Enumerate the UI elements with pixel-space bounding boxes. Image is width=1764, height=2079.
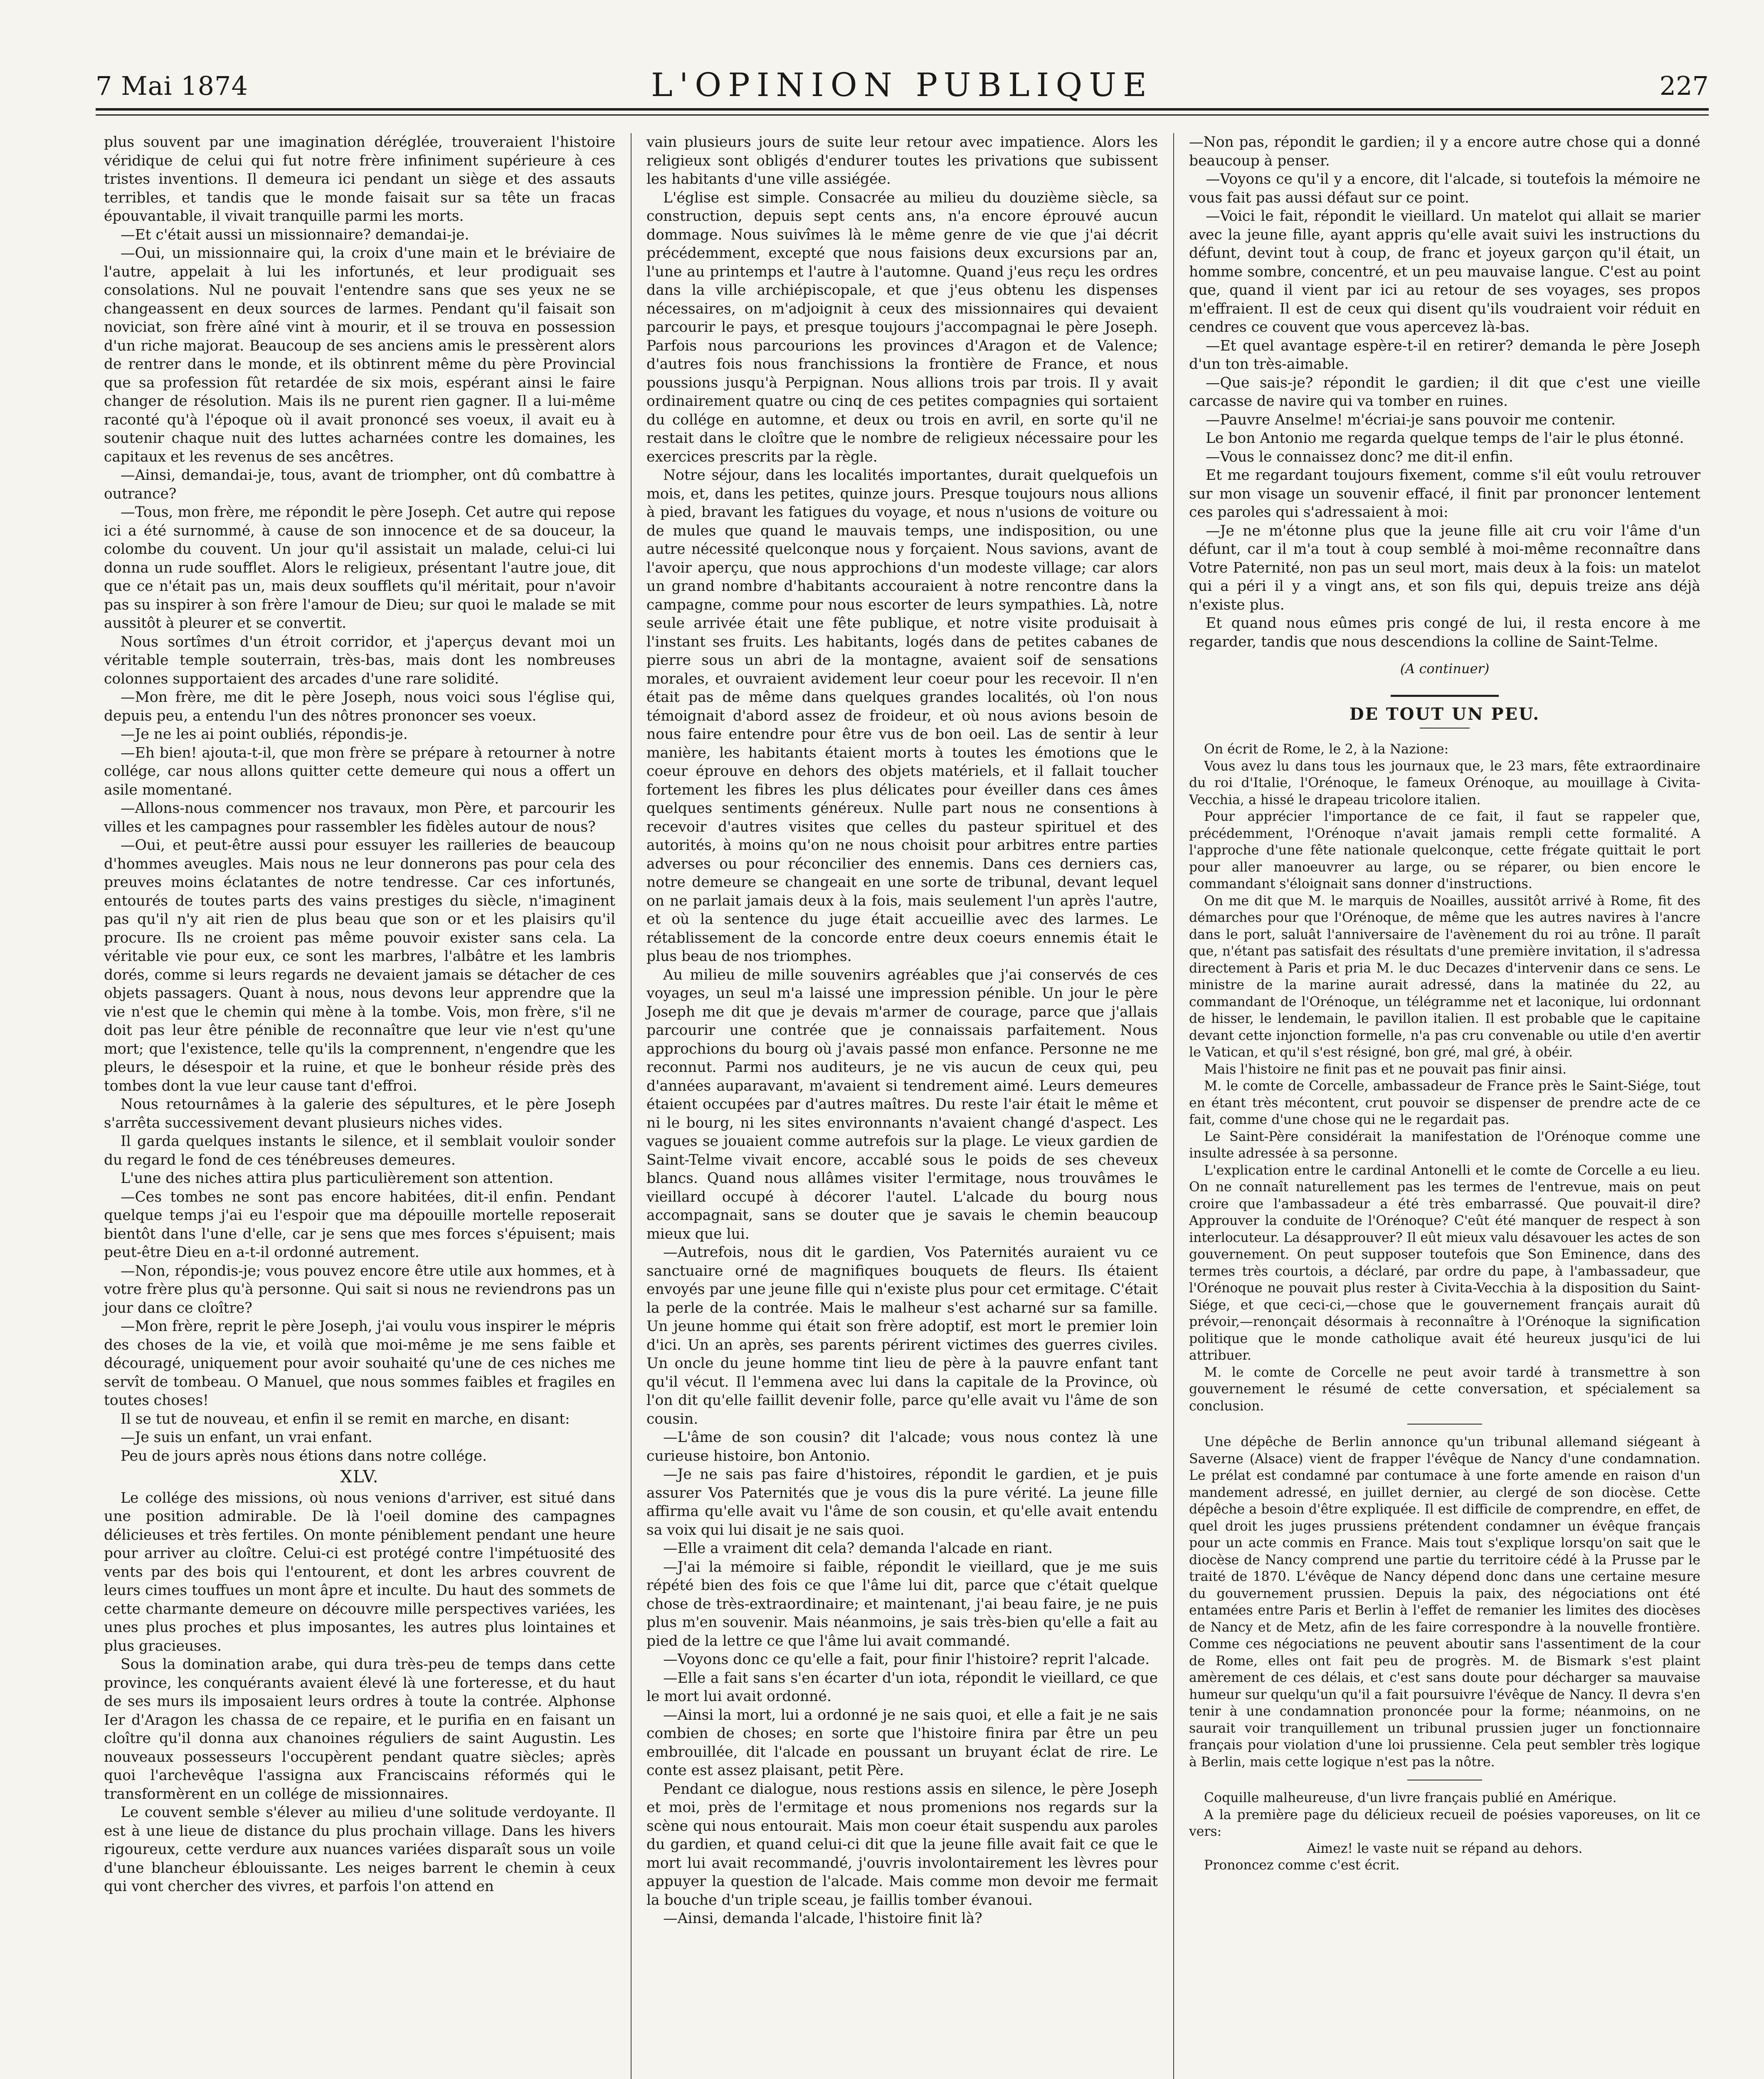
issue-date: 7 Mai 1874	[96, 71, 248, 101]
paragraph: —Je ne sais pas faire d'histoires, répondit le gardien, et je puis assurer Vos Paternités que je vous dis la pure vérité. La jeune fille affirma qu'elle avait vu l'âme de son cousin, et qu'elle avait entendu sa voix qui lui disait je ne sais quoi.	[646, 1466, 1158, 1538]
newspaper-page	[96, 62, 1709, 2079]
paragraph: —Mon frère, reprit le père Joseph, j'ai voulu vous inspirer le mépris des choses de la vie, et voilà que moi-même je me sens faible et découragé, uniquement pour avoir souhaité qu'une de ces niches me servît de tombeau. O Manuel, que nous sommes faibles et fragiles en toutes choses!	[104, 1318, 615, 1409]
paragraph: plus souvent par une imagination déréglée, trouveraient l'histoire véridique de celui qui fut notre frère infiniment supérieure à ces tristes inventions. Il demeura ici pendant un siège et des assauts terribles, et tandis que le monde faisait sur sa tête un fracas épouvantable, il vivait tranquille parmi les morts.	[104, 134, 615, 225]
paragraph: —Voici le fait, répondit le vieillard. Un matelot qui allait se marier avec la jeune fille, ayant appris qu'elle avait suivi les instructions du défunt, devint tout à coup, de franc et joyeux garçon qu'il était, un homme sombre, concentré, et un peu mauvaise langue. C'est au point que, quand il vient par ici au retour de ses voyages, ses propos m'effraient. Il est de ceux qui disent qu'ils voudraient voir réduit en cendres ce couvent que vous apercevez là-bas.	[1189, 208, 1700, 336]
paragraph: Au milieu de mille souvenirs agréables que j'ai conservés de ces voyages, un seul m'a laissé une impression pénible. Un jour le père Joseph me dit que je devais m'armer de courage, parce que j'allais parcourir une contrée que je connaissais parfaitement. Nous approchions du bourg où j'avais passé mon enfance. Personne ne me reconnut. Parmi nos auditeurs, je ne vis aucun de ceux qui, peu d'années auparavant, m'avaient si tendrement aimé. Leurs demeures étaient occupées par d'autres maîtres. Du reste l'air était le même et ni le bourg, ni les sites environnants n'avaient changé d'aspect. Les vagues se jouaient comme autrefois sur la plage. Le vieux gardien de Saint-Telme vivait encore, accablé sous le poids de ses cheveux blancs. Quand nous allâmes visiter l'ermitage, nous trouvâmes le vieillard occupé à décorer l'autel. L'alcade du bourg nous accompagnait, sans se douter que je savais le chemin beaucoup mieux que lui.	[646, 966, 1158, 1242]
paragraph: —Je suis un enfant, un vrai enfant.	[121, 1429, 373, 1446]
paragraph: Vous avez lu dans tous les journaux que, le 23 mars, fête extraordinaire du roi d'Italie, l'Orénoque, le fameux Orénoque, au mouillage à Civita-Vecchia, a hissé le drapeau tricolore italien.	[1189, 758, 1700, 807]
paragraph: Et quand nous eûmes pris congé de lui, il resta encore à me regarder, tandis que nous descendions la colline de Saint-Telme.	[1189, 615, 1700, 650]
paragraph: —Ainsi, demanda l'alcade, l'histoire finit là?	[663, 1910, 982, 1927]
paragraph: —Et c'était aussi un missionnaire? demandai-je.	[121, 226, 469, 243]
column-3	[1181, 133, 1709, 2079]
paragraph: On écrit de Rome, le 2, à la Nazione:	[1204, 742, 1449, 757]
paragraph: —Je ne m'étonne plus que la jeune fille ait cru voir l'âme d'un défunt, car il m'a tout à coup semblé à moi-même reconnaître dans Votre Paternité, non pas un seul mort, mais deux à la fois: un matelot qui a péri il y a vingt ans, et son fils qui, depuis treize ans déjà n'existe plus.	[1189, 522, 1700, 613]
paragraph: Nous sortîmes d'un étroit corridor, et j'aperçus devant moi un véritable temple souterrain, très-bas, mais dont les nombreuses colonnes supportaient des arcades d'une rare solidité.	[104, 633, 615, 687]
paragraph: —Tous, mon frère, me répondit le père Joseph. Cet autre qui repose ici a été surnommé, à cause de son innocence et de sa douceur, la colombe du couvent. Un jour qu'il assistait un malade, celui-ci lui donna un rude soufflet. Alors le religieux, présentant l'autre joue, dit que ce n'était pas un, mais deux soufflets qu'il méritait, pour n'avoir pas su inspirer à son frère l'amour de Dieu; sur quoi le malade se mit aussitôt à pleurer et se convertit.	[104, 504, 615, 632]
paragraph: Pour apprécier l'importance de ce fait, il faut se rappeler que, précédemment, l'Orénoque n'avait jamais rempli cette formalité. A l'approche d'une fête nationale quelconque, cette frégate quittait le port pour aller manoeuvrer au large, ou se réparer, ou bien encore le commandant s'éloignait sans donner d'instructions.	[1189, 809, 1700, 891]
paragraph: L'église est simple. Consacrée au milieu du douzième siècle, sa construction, depuis sept cents ans, n'a encore éprouvé aucun dommage. Nous suivîmes là le même genre de vie que j'ai décrit précédemment, excepté que nous faisions deux excursions par an, l'une au printemps et l'autre à l'automne. Quand j'eus reçu les ordres dans la ville archiépiscopale, et que j'eus obtenu les dispenses nécessaires, on m'adjoignit à ceux des missionnaires qui devaient parcourir le pays, et presque toujours j'accompagnai le père Joseph. Parfois nous parcourions les provinces d'Aragon et de Valence; d'autres fois nous franchissions la frontière de France, et nous poussions jusqu'à Perpignan. Nous allions trois par trois. Il y avait ordinairement quatre ou cinq de ces petites compagnies qui sortaient du collége en automne, et deux ou trois en avril, en sorte qu'il ne restait dans le cloître que le nombre de religieux nécessaire pour les exercices prescrits par la règle.	[646, 189, 1158, 465]
quoted-verse: Aimez! le vaste nuit se répand au dehors.	[1307, 1841, 1583, 1856]
paragraph: Mais l'histoire ne finit pas et ne pouvait pas finir ainsi.	[1204, 1062, 1567, 1077]
paragraph: —Elle a vraiment dit cela? demanda l'alcade en riant.	[663, 1540, 1053, 1557]
header-rule	[96, 108, 1709, 111]
paragraph: —Oui, un missionnaire qui, la croix d'une main et le bréviaire de l'autre, appelait à lui les infortunés, et leur prodiguait ses consolations. Nul ne pouvait l'entendre sans que ses yeux ne se changeassent en deux sources de larmes. Pendant qu'il faisait son noviciat, son frère aîné vint à mourir, et il se trouva en possession d'un riche majorat. Beaucoup de ses anciens amis le pressèrent alors de rentrer dans le monde, et ils obtinrent même du père Provincial que sa profession fût retardée de six mois, espérant ainsi le faire changer de résolution. Mais ils ne purent rien gagner. Il a lui-même raconté qu'à l'époque où il avait prononcé ses voeux, il avait eu à soutenir chaque nuit des luttes acharnées contre les domaines, les capitaux et les revenus de ses ancêtres.	[104, 245, 615, 465]
paragraph: —Pauvre Anselme! m'écriai-je sans pouvoir me contenir.	[1206, 411, 1616, 428]
paragraph: Le collége des missions, où nous venions d'arriver, est situé dans une position admirable. De là l'oeil domine des campagnes délicieuses et très fertiles. On monte péniblement pendant une heure pour arriver au cloître. Celui-ci est protégé contre l'impétuosité des vents par des bois qui l'entourent, et dont les arbres couvrent de leurs cimes touffues un mont âpre et inculte. Du haut des sommets de cette charmante demeure on découvre mille perspectives variées, les unes plus proches et plus imposantes, les autres plus lointaines et plus gracieuses.	[104, 1489, 615, 1654]
paragraph: M. le comte de Corcelle ne peut avoir tardé à transmettre à son gouvernement le résumé de cette conversation, et spécialement sa conclusion.	[1189, 1365, 1700, 1414]
columns	[96, 133, 1709, 2079]
paragraph: —Allons-nous commencer nos travaux, mon Père, et parcourir les villes et les campagnes pour rassembler les fidèles autour de nous?	[104, 800, 615, 835]
paragraph: Notre séjour, dans les localités importantes, durait quelquefois un mois, et, dans les petites, quinze jours. Presque toujours nous allions à pied, bravant les fatigues du voyage, et nous n'usions de voiture ou de mules que quand le mauvais temps, une indisposition, ou une autre nécessité quelconque nous y forçaient. Nous savions, avant de l'avoir aperçu, que nous approchions d'un modeste village; car alors un grand nombre d'habitants accouraient à notre rencontre dans la campagne, comme pour nous escorter de leurs sympathies. Là, notre seule arrivée était une fête publique, et notre visite produisait à l'instant ses fruits. Les habitants, logés dans de petites cabanes de pierre sous un abri de la montagne, avaient soif de sensations morales, et ouvraient avidement leur coeur pour les recevoir. Il n'en était pas de même dans quelques grandes localités, où l'on nous témoignait d'abord assez de froideur, et où nous avions besoin de nous faire entendre pour être vus de bon oeil. Las de sentir à leur manière, les habitants étaient morts à toutes les émotions que le coeur éprouve en dehors des objets matériels, et il fallait toucher fortement les fibres les plus délicates pour éveiller dans ces âmes quelques sentiments généreux. Nulle part nous ne consentions à recevoir d'autres visites que celles du pasteur spirituel et des autorités, à moins qu'on ne nous choisit pour arbitres entre parties adverses ou pour réconcilier des ennemis. Dans ces derniers cas, notre demeure se changeait en une sorte de tribunal, devant lequel on ne parlait jamais deux à la fois, mais seulement l'un après l'autre, et où la sentence du juge était accueillie avec des larmes. Le rétablissement de la concorde entre deux coeurs ennemis était le plus beau de nos triomphes.	[646, 467, 1158, 965]
paragraph: Le bon Antonio me regarda quelque temps de l'air le plus étonné.	[1206, 430, 1684, 447]
to-be-continued: (A continuer)	[1400, 661, 1490, 677]
paragraph: M. le comte de Corcelle, ambassadeur de France près le Saint-Siége, tout en étant très mécontent, crut pouvoir se dispenser de prendre acte de ce fait, comme d'une chose qui ne le regardait pas.	[1189, 1079, 1700, 1127]
paragraph: —Ces tombes ne sont pas encore habitées, dit-il enfin. Pendant quelque temps j'ai eu l'espoir que ma dépouille mortelle reposerait bientôt dans l'une d'elle, car je sens que mes forces s'épuisent; mais peut-être Dieu en a-t-il ordonné autrement.	[104, 1188, 615, 1261]
paragraph: —Et quel avantage espère-t-il en retirer? demanda le père Joseph d'un ton très-aimable.	[1189, 337, 1700, 373]
paragraph: Et me regardant toujours fixement, comme s'il eût voulu retrouver sur mon visage un souvenir effacé, il finit par prononcer lentement ces paroles qui s'adressaient à moi:	[1189, 467, 1700, 521]
paragraph: —Voyons donc ce qu'elle a fait, pour finir l'histoire? reprit l'alcade.	[663, 1651, 1150, 1668]
paragraph: —J'ai la mémoire si faible, répondit le vieillard, que je me suis répété bien des fois ce que l'âme lui dit, parce que c'était quelque chose de très-extraordinaire; et maintenant, j'ai beau faire, je ne puis plus m'en souvenir. Mais néanmoins, je sais très-bien qu'elle a fait au pied de la lettre ce que l'âme lui avait commandé.	[646, 1558, 1158, 1649]
section-title: DE TOUT UN PEU.	[1349, 704, 1540, 724]
paragraph: —Oui, et peut-être aussi pour essuyer les railleries de beaucoup d'hommes aveugles. Mais nous ne leur donnerons pas pour cela des preuves moins éclatantes de notre tendresse. Car ces infortunés, entourés de toutes parts des vains prestiges du siècle, n'imaginent pas qu'il n'y ait rien de plus beau que son or et les plaisirs qu'il procure. Ils ne croient pas même pouvoir exister sans cela. La véritable vie pour eux, ce sont les marbres, l'albâtre et les lambris dorés, comme si leurs regards ne devaient jamais se détacher de ces objets passagers. Quant à nous, nous devons leur apprendre que la vie n'est que le chemin qui mène à la tombe. Vois, mon frère, s'il ne doit pas leur être pénible de reconnaître que leur vie n'est qu'une mort; que l'existence, telle qu'ils la comprennent, n'engendre que les pleurs, le désespoir et la ruine, et que le bonheur réside près des tombes dont la vue leur cause tant d'effroi.	[104, 837, 615, 1094]
paragraph: Coquille malheureuse, d'un livre français publié en Amérique.	[1204, 1790, 1617, 1805]
page-header	[96, 62, 1709, 121]
news-section	[1189, 741, 1700, 1874]
paragraph: Pendant ce dialogue, nous restions assis en silence, le père Joseph et moi, près de l'ermitage et nous promenions nos regards sur la scène qui nous entourait. Mais mon coeur était suspendu aux paroles du gardien, et quand celui-ci dit que la jeune fille avait fait ce que le mort lui avait recommandé, j'ouvris involontairement les lèvres pour appuyer la question de l'alcade. Mais comme mon devoir me fermait la bouche d'un triple sceau, je faillis tomber évanoui.	[646, 1780, 1158, 1909]
item-separator	[1407, 1424, 1482, 1425]
paragraph: —Non, répondis-je; vous pouvez encore être utile aux hommes, et à votre frère plus qu'à personne. Qui sait si nous ne reviendrons pas un jour dans ce cloître?	[104, 1262, 615, 1316]
header-rule-thin	[96, 114, 1709, 116]
column-2	[638, 133, 1166, 2079]
paragraph: —Ainsi la mort, lui a ordonné je ne sais quoi, et elle a fait je ne sais combien de choses; en sorte que l'histoire finira par être un peu embrouillée, dit l'alcade en poussant un bruyant éclat de rire. Le conte est assez plaisant, petit Père.	[646, 1706, 1158, 1779]
paragraph: Une dépêche de Berlin annonce qu'un tribunal allemand siégeant à Saverne (Alsace) vient de frapper l'évêque de Nancy d'une condamnation. Le prélat est condamné par contumace à une forte amende en raison d'un mandement adressé, en juillet dernier, au clergé de son diocèse. Cette dépêche a besoin d'être expliquée. Il est difficile de comprendre, en effet, de quel droit les juges prussiens prétendent condamner un évêque français pour un acte commis en France. Mais tout s'explique lorsqu'on sait que le diocèse de Nancy comprend une partie du territoire cédé à la Prusse par le traité de 1870. L'évêque de Nancy dépend donc dans une certaine mesure du gouvernement prussien. Depuis la paix, des négociations ont été entamées entre Paris et Berlin à l'effet de remanier les limites des diocèses de Nancy et de Metz, afin de les faire correspondre à la nouvelle frontière. Comme ces négociations ne peuvent aboutir sans l'assentiment de la cour de Rome, elles ont fait peu de progrès. M. de Bismark s'est plaint amèrement de ces délais, et c'est sans doute pour décharger sa mauvaise humeur sur quelqu'un qu'il a fait poursuivre l'évêque de Nancy. Il devra s'en tenir à une condamnation prononcée pour la forme; néanmoins, on ne saurait voir tranquillement un tribunal prussien juger un fonctionnaire français pour violation d'une loi prussienne. Cela peut sembler très logique à Berlin, mais cette logique n'est pas la nôtre.	[1189, 1435, 1700, 1770]
paragraph: Nous retournâmes à la galerie des sépultures, et le père Joseph s'arrêta successivement devant plusieurs niches vides.	[104, 1096, 615, 1131]
paragraph: —Que sais-je? répondit le gardien; il dit que c'est une vieille carcasse de navire qui va tomber en ruines.	[1189, 374, 1700, 410]
paragraph: —Elle a fait sans s'en écarter d'un iota, répondit le vieillard, ce que le mort lui avait ordonné.	[646, 1669, 1158, 1705]
paragraph: —Mon frère, me dit le père Joseph, nous voici sous l'église qui, depuis peu, a entendu l'un des nôtres prononcer ses voeux.	[104, 689, 615, 724]
paragraph: Prononcez comme c'est écrit.	[1204, 1858, 1400, 1873]
paragraph: —Eh bien! ajouta-t-il, que mon frère se prépare à retourner à notre collége, car nous allons quitter cette demeure qui nous a offert un asile momentané.	[104, 744, 615, 798]
column-1	[96, 133, 624, 2079]
paragraph: On me dit que M. le marquis de Noailles, aussitôt arrivé à Rome, fit des démarches pour que l'Orénoque, de même que les autres navires à l'ancre dans le port, saluât l'anniversaire de l'avènement du roi au trône. Il paraît que, n'étant pas satisfait des résultats d'une première invitation, il s'adressa directement à Paris et pria M. le duc Decazes d'intervenir dans ce sens. Le ministre de la marine aurait adressé, dans la matinée du 22, au commandant de l'Orénoque, un télégramme net et laconique, lui ordonnant de hisser, le lendemain, le pavillon italien. Il est probable que le capitaine devant cette injonction formelle, n'a pas cru convenable ou utile d'en avertir le Vatican, et qu'il s'est résigné, bon gré, mal gré, à obéir.	[1189, 893, 1700, 1060]
paragraph: —Ainsi, demandai-je, tous, avant de triompher, ont dû combattre à outrance?	[104, 467, 615, 502]
paragraph: Le couvent semble s'élever au milieu d'une solitude verdoyante. Il est à une lieue de distance du plus prochain village. Dans les hivers rigoureux, cette verdure aux nuances variées disparaît sous un voile d'une blancheur éblouissante. Les neiges barrent le chemin à ceux qui vont chercher des vivres, et parfois l'on attend en	[104, 1804, 615, 1895]
page-number: 227	[1659, 71, 1709, 101]
paragraph: —Je ne les ai point oubliés, répondis-je.	[121, 726, 408, 743]
paragraph: A la première page du délicieux recueil de poésies vaporeuses, on lit ce vers:	[1189, 1807, 1700, 1839]
paragraph: vain plusieurs jours de suite leur retour avec impatience. Alors les religieux sont obligés d'endurer toutes les privations que subissent les habitants d'une ville assiégée.	[646, 134, 1158, 188]
paragraph: —Vous le connaissez donc? me dit-il enfin.	[1206, 448, 1513, 465]
section-rule	[1391, 695, 1499, 697]
paragraph: Peu de jours après nous étions dans notre collége.	[121, 1447, 487, 1464]
paragraph: Il garda quelques instants le silence, et il semblait vouloir sonder du regard le fond de ces ténébreuses demeures.	[104, 1133, 615, 1168]
paragraph: L'une des niches attira plus particulièrement son attention.	[121, 1170, 554, 1187]
newspaper-title: L'OPINION PUBLIQUE	[651, 67, 1153, 104]
column-divider	[624, 133, 638, 2079]
chapter-heading: XLV.	[340, 1467, 379, 1486]
paragraph: —Voyons ce qu'il y a encore, dit l'alcade, si toutefois la mémoire ne vous fait pas aussi défaut sur ce point.	[1189, 171, 1700, 206]
paragraph: —Autrefois, nous dit le gardien, Vos Paternités auraient vu ce sanctuaire orné de magnifiques bouquets de fleurs. Ils étaient envoyés par une jeune fille qui n'existe plus pour cet ermitage. C'était la perle de la contrée. Mais le malheur s'est acharné sur sa famille. Un jeune homme qui était son frère adoptif, est mort le premier loin d'ici. Un an après, ses parents périrent victimes des guerres civiles. Un oncle du jeune homme tint lieu de père à la pauvre enfant tant qu'il vécut. Il l'emmena avec lui dans la capitale de la Province, où l'on dit qu'elle faillit devenir folle, parce qu'elle avait vu l'âme de son cousin.	[646, 1244, 1158, 1427]
paragraph: —Non pas, répondit le gardien; il y a encore autre chose qui a donné beaucoup à penser.	[1189, 134, 1700, 169]
column-divider	[1166, 133, 1181, 2079]
paragraph: Le Saint-Père considérait la manifestation de l'Orénoque comme une insulte adressée à sa personne.	[1189, 1129, 1700, 1161]
paragraph: —L'âme de son cousin? dit l'alcade; vous nous contez là une curieuse histoire, bon Antonio.	[646, 1429, 1158, 1464]
paragraph: Il se tut de nouveau, et enfin il se remit en marche, en disant:	[121, 1410, 570, 1427]
paragraph: Sous la domination arabe, qui dura très-peu de temps dans cette province, les conquérants avaient élevé là une forteresse, et du haut de ses murs ils imposaient leurs ordres à toute la contrée. Alphonse Ier d'Aragon les chassa de ce repaire, et le purifia en en faisant un cloître qu'il donna aux chanoines réguliers de saint Augustin. Les nouveaux possesseurs l'occupèrent pendant quatre siècles; après quoi l'archevêque l'assigna aux Franciscains réformés qui le transformèrent en un collége de missionnaires.	[104, 1656, 615, 1802]
paragraph: L'explication entre le cardinal Antonelli et le comte de Corcelle a eu lieu. On ne connaît naturellement pas les termes de l'entrevue, mais on peut croire que l'ambassadeur a été très embarrassé. Que pouvait-il dire? Approuver la conduite de l'Orénoque? C'eût été manquer de respect à son interlocuteur. La désapprouver? Il eût mieux valu désavouer les actes de son gouvernement. On peut supposer toutefois que Son Eminence, dans des termes très courtois, a déclaré, par ordre du pape, à l'ambassadeur, que l'Orénoque ne pouvait plus rester à Civita-Vecchia à la disposition du Saint-Siége, et que ceci-ci,—chose que le gouvernement français aurait dû prévoir,—renonçait désormais à reconnaître à l'Orénoque la signification politique que le monde catholique avait été heureux jusqu'ici de lui attribuer.	[1189, 1163, 1700, 1363]
